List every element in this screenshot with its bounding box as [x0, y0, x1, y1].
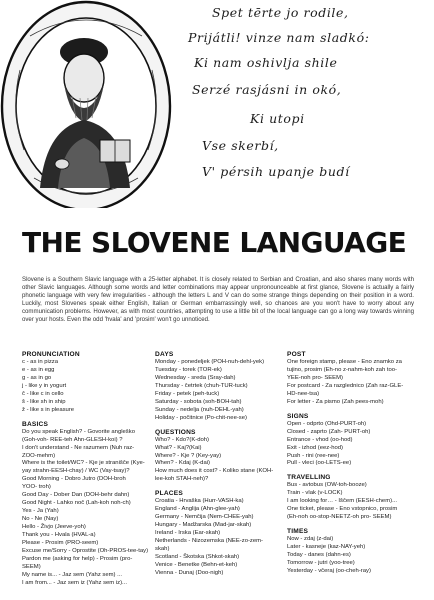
phrase-item: Thursday - četrtek (chuh-TUR-tuck) [155, 382, 248, 389]
phrase-list [155, 437, 281, 485]
phrase-item: Do you speak English? - Govorite angleško [22, 428, 135, 435]
phrase-item: My name is... - Jaz sem (Yahz sem) ... [22, 571, 123, 578]
phrase-item: Croatia - Hrvaška (Hurr-VASH-ka) [155, 498, 244, 505]
section-post [287, 350, 419, 407]
phrase-item: Yes - Ja (Yah) [22, 508, 59, 515]
manuscript-line: Vse skerbí, [202, 138, 279, 153]
manuscript-poem [182, 0, 434, 208]
phrase-item: yay strahn-EESH-chay) / WC (Vay-tsay)? [22, 468, 130, 475]
phrase-item: Closed - zaprto (Zah- PURT-oh) [287, 428, 371, 435]
section-times [287, 527, 419, 576]
section-questions [155, 428, 281, 485]
phrase-item: Good Day - Dober Dan (DOH-behr dahn) [22, 492, 130, 499]
phrase-item: Vienna - Dunaj (Doo-nigh) [155, 569, 224, 576]
phrase-item: Good Morning - Dobro Jutro (DOH-broh [22, 476, 126, 483]
phrase-item: Exit - izhod (eez-hod) [287, 444, 343, 451]
phrase-item: One ticket, please - Eno vstopnico, prosim [287, 506, 398, 513]
phrase-column-left [22, 350, 150, 588]
phrase-item: Bus - avtobus (OW-toh-booze) [287, 482, 367, 489]
manuscript-line: Serzé rasjásni in okó, [192, 82, 342, 97]
phrase-item: Pull - vleci (oo-LETS-ee) [287, 460, 352, 467]
phrase-item: YOO- troh) [22, 484, 51, 491]
manuscript-line: V' pérsih upanje budí [202, 164, 350, 179]
phrase-item: One foreign stamp, please - Eno znamko za [287, 359, 402, 365]
phrase-list [287, 359, 419, 407]
hero-illustration [0, 0, 434, 208]
phrase-item: Thank you - Hvala (HVAL-a) [22, 532, 96, 539]
section-heading: TRAVELLING [287, 474, 331, 482]
phrase-item: Hello - Živjo (Jeeve-yoh) [22, 524, 86, 531]
phrase-item: Where is the toilet/WC? - Kje je stranišče (Kye- [22, 460, 145, 467]
phrase-item: c - as in pizza [22, 359, 59, 365]
section-heading: SIGNS [287, 412, 309, 420]
page-title: THE SLOVENE LANGUAGE [22, 226, 407, 259]
phrase-item: e - as in egg [22, 366, 55, 373]
phrase-item: Holiday - počitnice (Po-chit-nee-se) [155, 414, 247, 421]
phrase-item: š - like sh in ship [22, 398, 66, 405]
phrase-item: I am looking for… - Iščem (EESH-chem)... [287, 498, 397, 505]
phrase-item: Sunday - nedelja (nuh-DEHL-yah) [155, 406, 244, 413]
phrase-list [287, 536, 419, 576]
phrase-item: Later - kasneje (kaz-NAY-yeh) [287, 544, 366, 551]
phrase-item: ž - like s in pleasure [22, 406, 75, 413]
section-heading: PLACES [155, 490, 183, 498]
phrase-item: YEE-noh pro- SEEM) [287, 374, 343, 381]
phrase-item: No - Ne (Nay) [22, 516, 59, 523]
phrase-item: Pardon me (asking for help) - Prosim (pro-SEEM) [22, 555, 133, 570]
phrase-item: When? - Kdaj (K-dai) [155, 460, 211, 467]
phrase-item: England - Anglija (Ahn-glee-yah) [155, 506, 240, 513]
phrase-item: I am from... - Jaz sem iz (Yahz sem iz)... [22, 579, 127, 586]
phrase-item: Friday - petek (peh-tuck) [155, 390, 220, 397]
phrase-item: I don't understand - Ne razumem (Nuh raz- [22, 444, 135, 451]
section-days [155, 350, 281, 423]
phrase-item: Please - Prosim (PRO-seem) [22, 540, 99, 547]
phrase-item: Open - odprto (Ohd-PURT-oh) [287, 420, 367, 427]
phrase-list [155, 498, 281, 578]
phrase-item: For letter - Za pismo (Zah pees-moh) [287, 398, 384, 405]
phrase-item: How much does it cost? - Koliko stane (KOH- [155, 468, 274, 475]
phrase-column-middle [155, 350, 281, 578]
phrase-item: Good Night - Lahko noč (Lah-koh noh-ch) [22, 500, 131, 507]
phrasebook-columns [22, 350, 422, 600]
section-travelling [287, 473, 419, 522]
phrase-item: (Goh-voh- REE-teh Ahn-GLESH-koi) ? [22, 436, 123, 443]
phrase-item: (Eh-noh oo-stop-NEETZ-oh pro- SEEM) [287, 514, 392, 521]
phrase-item: Saturday - sobota (soh-BOH-tah) [155, 398, 242, 405]
phrase-item: Today - danes (dahn-es) [287, 552, 351, 559]
section-heading: PRONUNCIATION [22, 351, 80, 358]
phrase-item: Push - rini (ree-nee) [287, 452, 340, 459]
phrase-item: Monday - ponedeljek (POH-nuh-dehl-yek) [155, 359, 265, 365]
phrase-item: Ireland - Irska (Ear-skah) [155, 530, 221, 537]
section-heading: QUESTIONS [155, 428, 196, 436]
phrase-item: j - like y in yogurt [22, 382, 67, 389]
phrase-item: Where? - Kje ? (Key-yay) [155, 452, 222, 459]
phrase-item: Germany - Nemčija (Nem-CHEE-yah) [155, 514, 254, 521]
section-heading: TIMES [287, 528, 309, 536]
phrase-list [287, 482, 419, 522]
phrase-item: Entrance - vhod (oo-hod) [287, 436, 353, 443]
section-pronunciation [22, 350, 150, 415]
phrase-item: tujino, prosim (Eh-no z-nahm-koh zah too- [287, 366, 398, 373]
phrase-list [155, 359, 281, 423]
phrase-item: Tuesday - torek (TOR-ek) [155, 366, 222, 373]
phrase-item: Netherlands - Nizozemska (NEE-zo-zem- [155, 538, 264, 545]
section-heading: DAYS [155, 351, 174, 358]
phrase-item: skah) [155, 546, 170, 553]
woodcut-portrait-image [0, 0, 182, 208]
phrase-item: What? - Kaj?(Kai) [155, 444, 202, 451]
intro-paragraph: Slovene is a Southern Slavic language with a 25-letter alphabet. It is closely related to Serbian and Croatian, and also shares many words with other Slavic languages. Although some words and letter combinations may appear unpronounceable at first glance, Slovene is actually a fairly phonetic language with very few irregularities - although the letters L and V can do some strange things depending on their position in a word. Luckily, most Slovenes speak either English, Italian or German embarrassingly well, so chances are you won't have to worry about any communication problems. However, as with most countries, attempting to use a little bit of the local language can go a long way towards winning over your hosts. Even the odd 'hvala' and 'prosim' won't go unnoticed. [22, 276, 414, 324]
phrase-item: HD-nee-tsa) [287, 390, 320, 397]
phrase-item: č - like c in cello [22, 390, 64, 397]
section-basics [22, 420, 150, 588]
phrase-item: Yesterday - včeraj (oo-cheh-ray) [287, 568, 371, 575]
manuscript-line: Ki utopi [250, 111, 305, 126]
phrase-list [22, 429, 150, 588]
phrase-list [22, 359, 150, 415]
phrase-item: For postcard - Za razglednico (Zah raz-GLE- [287, 382, 404, 389]
phrase-item: Who? - Kdo?(K-doh) [155, 436, 210, 443]
phrase-item: Excuse me/Sorry - Oprostite (Oh-PROS-tee-tay) [22, 547, 149, 554]
phrase-column-right [287, 350, 419, 576]
phrase-item: Wednesday - sreda (Sray-dah) [155, 374, 236, 381]
phrase-item: Venice - Benetke (Behn-et-keh) [155, 561, 238, 568]
manuscript-line: Spet tērte jo rodile, [212, 5, 349, 20]
phrase-item: Scotland - Škotska (Shkot-skah) [155, 554, 240, 561]
phrase-item: g - as in go [22, 374, 52, 381]
phrase-item: ZOO-mehm) [22, 452, 56, 459]
section-heading: POST [287, 351, 306, 358]
phrase-item: Now - zdaj (z-dai) [287, 536, 334, 543]
section-heading: BASICS [22, 420, 49, 428]
manuscript-line: Prijátli! vinze nam sladkó: [188, 30, 370, 45]
phrase-item: Hungary - Madžarska (Mad-jar-skah) [155, 522, 252, 529]
phrase-list [287, 421, 419, 469]
section-signs [287, 412, 419, 469]
phrase-item: Tomorrow - jutri (yoo-tree) [287, 560, 355, 567]
manuscript-line: Ki nam oshivlja shile [194, 55, 338, 70]
section-places [155, 489, 281, 578]
phrase-item: lee-koh STAH-neh)? [155, 476, 209, 483]
phrase-item: Train - vlak (v-LOCK) [287, 490, 343, 497]
